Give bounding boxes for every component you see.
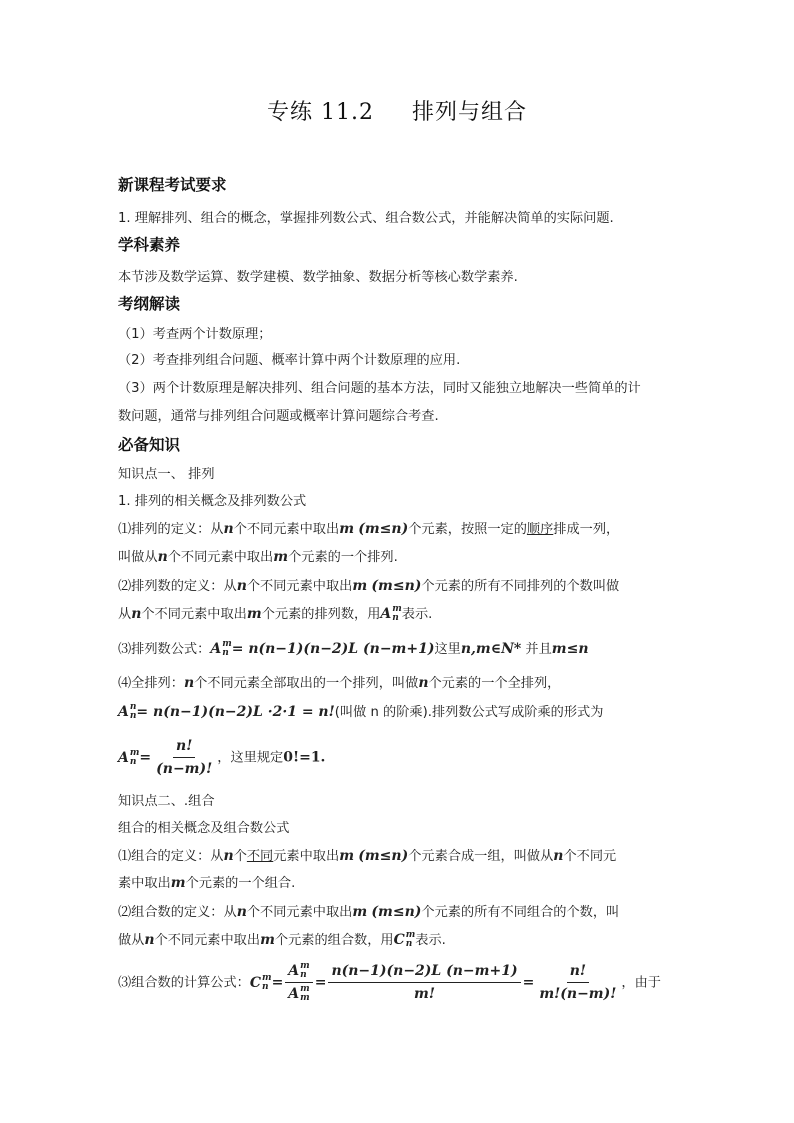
sub-m: m [300,993,310,1003]
math-A-symbol [118,704,136,720]
sup-n: n [129,702,137,712]
math-fraction [328,962,520,1003]
sub-n: n [129,711,137,721]
A-letter: A [210,641,222,657]
page-title [0,95,794,126]
k2-def1-line2 [118,874,295,893]
math-expression: = n(n−1)(n−2)L (n−m+1) [231,641,435,657]
math-condition: n,m∈N* [460,641,522,657]
math-m: m [273,549,289,565]
math-n: n [236,578,247,594]
math-m: m [170,875,186,891]
text: 个元素的排列数，用 [261,607,381,622]
text: 素中取出 [118,876,171,891]
text: ⑶组合数的计算公式： [118,975,250,991]
text: 个不同元素中取出 [141,607,247,622]
math-n: n [157,549,168,565]
math-A-symbol [380,606,401,622]
fraction-denominator: m!(n−m)! [539,986,617,1002]
C-letter: C [249,974,262,991]
A-scripts [392,605,402,623]
syllabus-item: 数问题，通常与排列组合问题或概率计算问题综合考查. [118,409,439,424]
heading-literacy: 学科素养 [118,236,181,254]
text: ，由于 [621,975,661,991]
math-n: n [223,848,234,864]
math-C-symbol [249,972,272,992]
text: 元素中取出 [273,849,340,864]
math-m: m [352,578,368,594]
text: 做从 [118,933,145,948]
k2-heading: 知识点二、.组合 [118,794,215,809]
text: 从 [118,607,132,622]
math-condition: m≤n [551,641,589,657]
k1-formula4-line2 [118,703,603,722]
sup-m: m [392,604,402,614]
text: 个元素的一个排列. [288,550,398,565]
A-scripts [300,985,310,1003]
A-letter: A [288,986,300,1002]
syllabus-item: （2）考查排列组合问题、概率计算中两个计数原理的应用. [118,353,461,368]
text: 个 [233,849,247,864]
fraction-numerator [285,962,312,983]
text: 个不同元素中取出 [154,933,261,948]
C-letter: C [393,932,405,948]
text: 表示. [401,607,433,622]
fraction-numerator: n! [567,962,589,983]
sub-n: n [129,756,137,767]
requirement-line: 1. 理解排列、组合的概念，掌握排列数公式、组合数公式，并能解决简单的实际问题. [118,211,614,226]
text: 个不同元素中取出 [246,579,353,594]
sup-m: m [129,747,140,758]
text: 表示. [415,933,446,948]
sup-m: m [222,639,232,649]
heading-syllabus: 考纲解读 [118,295,181,313]
sub-n: n [262,981,269,992]
fraction-denominator [285,983,312,1003]
math-m: m [260,932,275,948]
text: 个不同元素中取出 [167,550,274,565]
text: ⑶排列数公式： [118,642,211,657]
A-scripts [130,749,140,767]
syllabus-item: （3）两个计数原理是解决排列、组合问题的基本方法，同时又能独立地解决一些简单的计 [118,381,641,396]
fraction-denominator: (n−m)! [156,761,213,777]
equals: = [139,749,152,766]
title-name: 排列与组合 [411,100,527,125]
C-scripts [406,931,416,949]
fraction-denominator: m! [414,986,435,1002]
text: 个元素的所有不同组合的个数，叫 [421,905,620,920]
math-A-symbol [210,641,231,657]
factorial-note: (叫做 n 的阶乘) [334,705,428,720]
k1-def1-line1 [118,520,619,539]
math-fraction [285,962,312,1003]
A-letter: A [288,963,300,979]
math-m: m [246,606,262,622]
text: ⑵组合数的定义：从 [118,905,237,920]
text: .排列数公式写成阶乘的形式为 [427,705,604,720]
C-scripts [262,974,272,992]
math-condition: (m≤n) [358,848,409,864]
math-A-symbol [118,747,140,767]
math-n: n [223,521,234,537]
text: 个元素合成一组，叫做从 [408,849,554,864]
sub-n: n [300,970,307,980]
k1-def1-line2 [118,548,398,567]
text: 个不同元素中取出 [246,905,353,920]
title-number: 专练 11.2 [267,100,374,125]
sup-m: m [262,972,272,983]
math-condition: (m≤n) [358,521,409,537]
text: ⑴组合的定义：从 [118,849,224,864]
text: 叫做从 [118,550,158,565]
math-n: n [418,675,429,691]
math-m: m [339,521,355,537]
k2-subheading: 组合的相关概念及组合数公式 [118,821,290,836]
math-C-symbol [394,932,416,948]
text: 个元素的一个全排列， [428,676,561,691]
math-n: n [183,675,195,691]
equals: = [314,974,327,991]
literacy-line: 本节涉及数学运算、数学建模、数学抽象、数据分析等核心数学素养. [118,270,518,285]
underlined-term: 不同 [246,849,274,864]
sub-n: n [222,648,229,658]
math-fraction [153,737,215,778]
math-n: n [131,606,142,622]
text: 排成一列， [553,522,620,537]
text: ⑵排列数的定义：从 [118,579,237,594]
k2-def2-line1 [118,903,619,922]
math-condition: (m≤n) [371,578,422,594]
sup-m: m [300,961,310,971]
fraction-numerator: n! [173,737,195,758]
heading-knowledge: 必备知识 [118,436,181,454]
fraction-numerator: n(n−1)(n−2)L (n−m+1) [328,962,520,983]
underlined-term: 顺序 [526,522,554,537]
math-n: n [553,848,564,864]
math-n: n [144,932,155,948]
k2-def1-line1 [118,847,616,866]
k1-def2-line1 [118,577,619,596]
math-n: n [236,904,247,920]
math-m: m [339,848,355,864]
heading-requirements: 新课程考试要求 [118,176,227,194]
text: 个元素的组合数，用 [274,933,394,948]
sub-n: n [405,939,413,949]
sup-m: m [300,984,310,994]
k2-def2-line2 [118,931,446,950]
A-letter: A [118,749,129,766]
k1-subheading: 1. 排列的相关概念及排列数公式 [118,494,307,509]
text: 个不同元 [563,849,617,864]
math-m: m [352,904,368,920]
A-scripts [300,962,310,980]
math-condition: (m≤n) [371,904,422,920]
k2-formula3 [118,962,661,1003]
text: 个不同元素全部取出的一个排列，叫做 [194,676,419,691]
text: 个元素的一个组合. [185,876,296,891]
k1-formula3 [118,640,589,659]
equals: = [271,974,284,991]
k1-def2-line2 [118,605,432,624]
text: 这里 [434,642,461,657]
A-letter: A [118,704,129,720]
A-letter: A [380,606,392,622]
text: ⑴排列的定义：从 [118,522,224,537]
text: 个不同元素中取出 [233,522,340,537]
text: ⑷全排列： [118,676,184,691]
sup-m: m [405,930,416,940]
math-expression: = n(n−1)(n−2)L ·2·1 = n! [136,704,335,720]
text: ，这里规定 [217,750,284,766]
k1-heading: 知识点一、 排列 [118,467,215,482]
k1-formula4-line1 [118,674,560,693]
text: 个元素的所有不同排列的个数叫做 [421,579,620,594]
equals: = [522,974,535,991]
syllabus-item: （1）考查两个计数原理； [118,327,272,342]
sub-n: n [392,613,399,623]
text: 个元素，按照一定的 [408,522,527,537]
A-scripts [222,640,232,658]
text: 并且 [525,642,552,657]
k1-formula5 [118,737,325,778]
math-fraction [536,962,619,1003]
math-rule: 0!=1. [283,749,326,766]
